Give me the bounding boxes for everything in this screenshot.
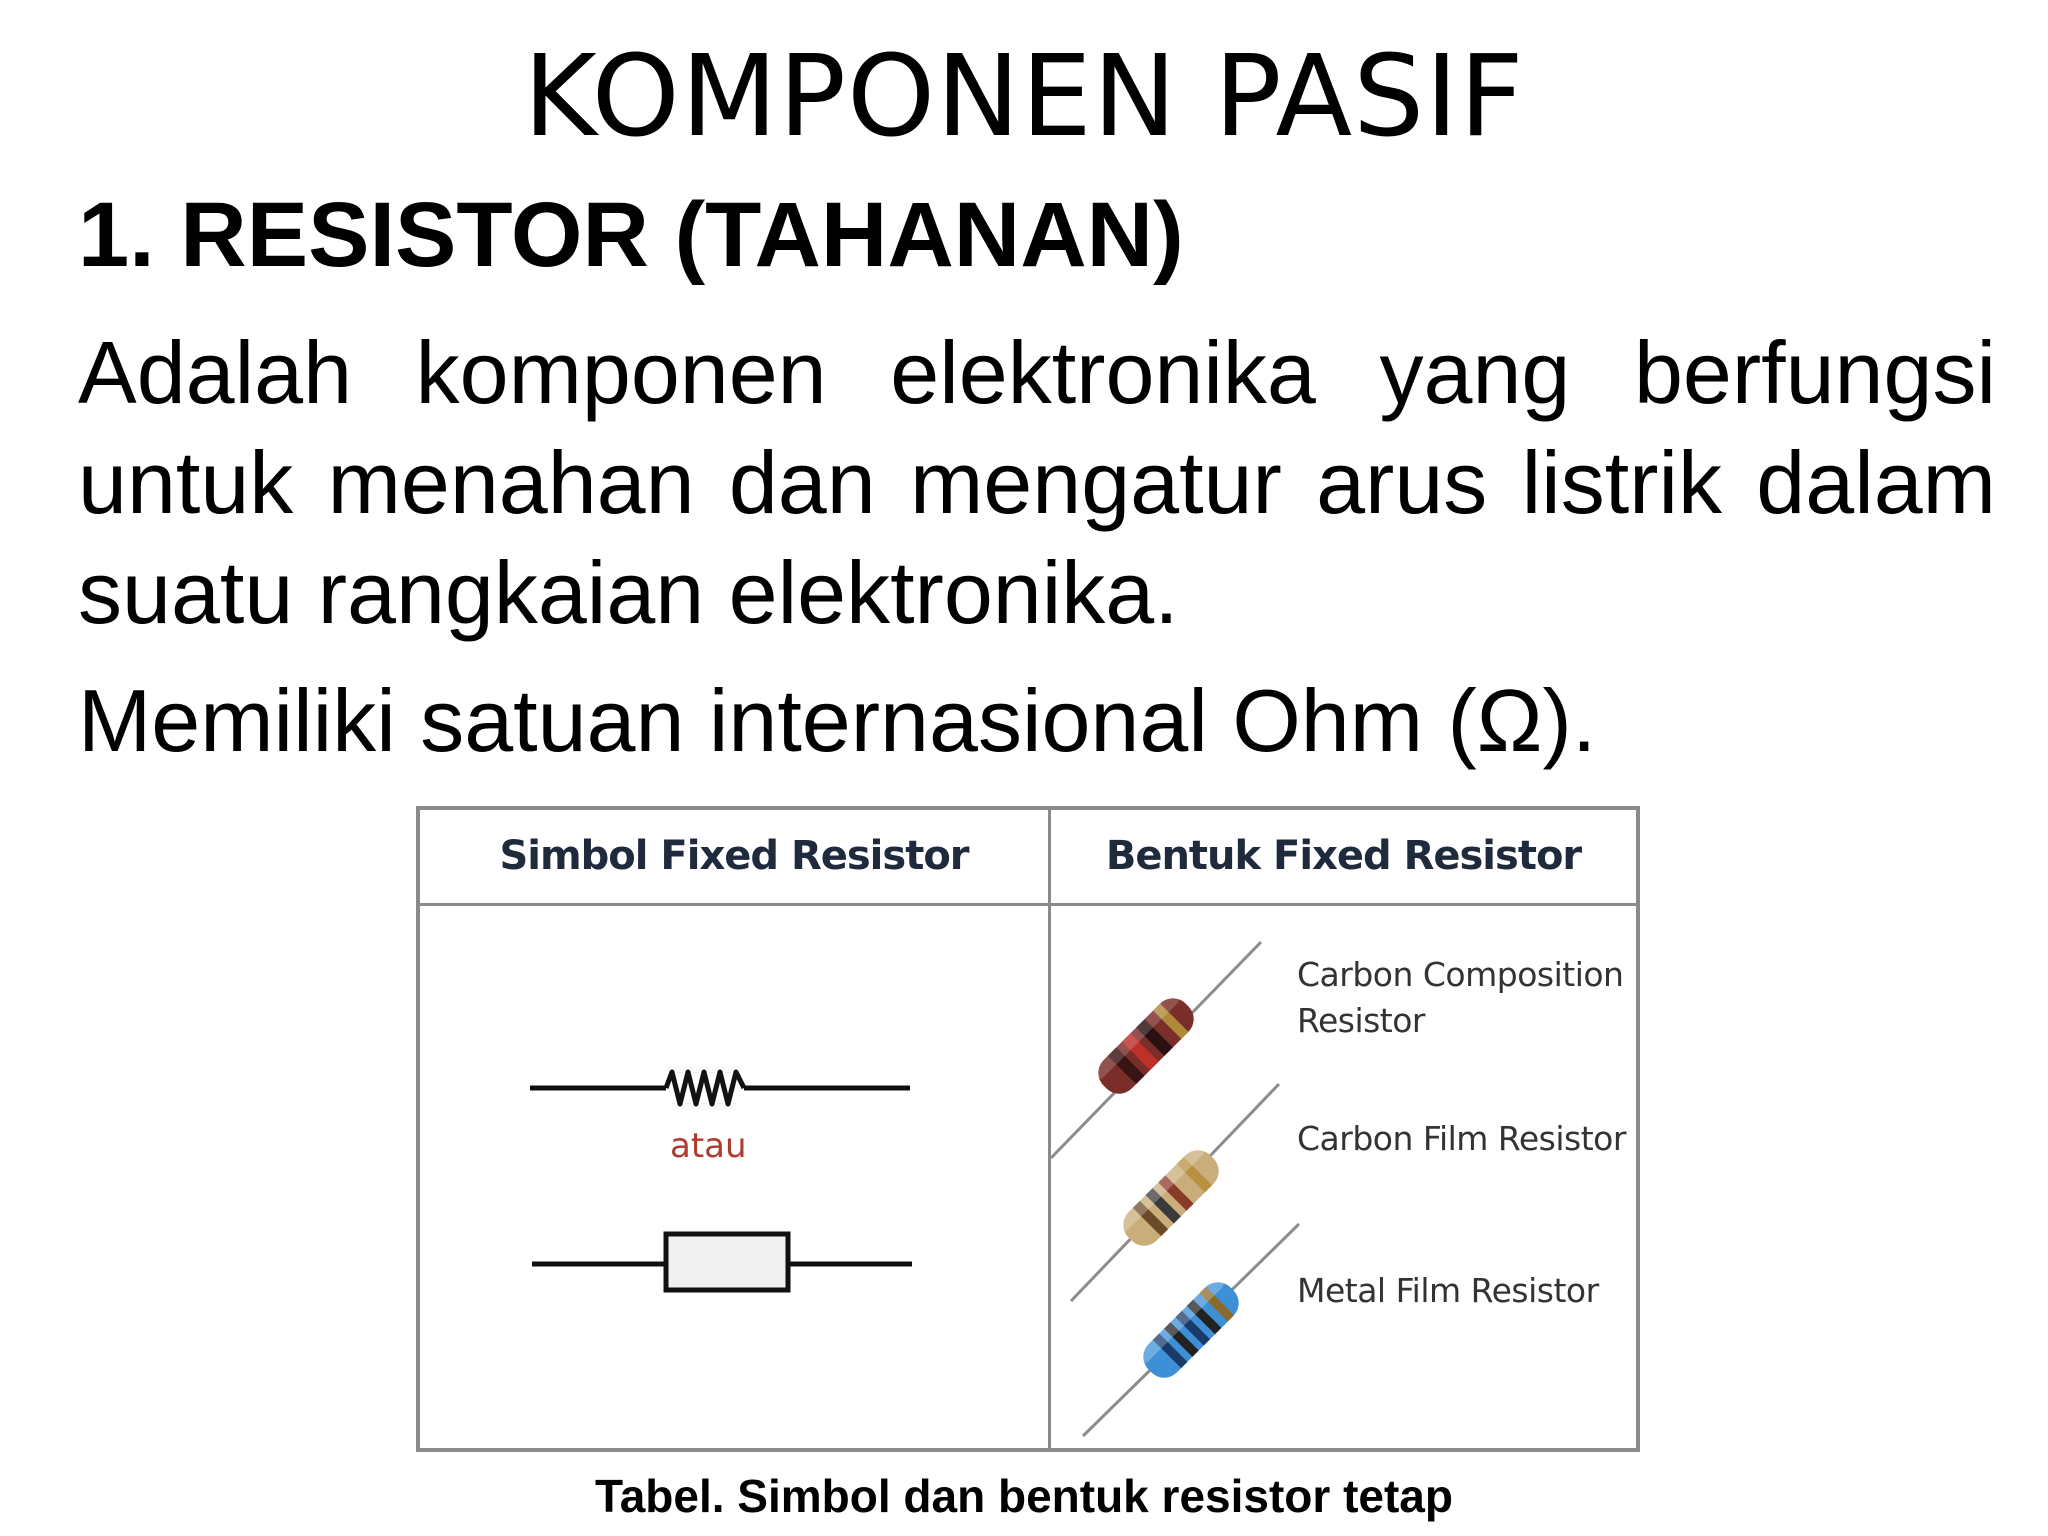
definition-paragraph: Adalah komponen elektronika yang berfungsi untuk menahan dan mengatur arus listrik dalam suatu rangkaian elektronika.: [78, 323, 1996, 642]
label-carbon-composition-line1: Carbon Composition: [1297, 955, 1624, 994]
box-resistor-symbol: [532, 1234, 912, 1290]
zigzag-resistor-symbol: [530, 1072, 910, 1104]
label-carbon-composition-line2: Resistor: [1297, 1001, 1425, 1040]
header-symbol: Simbol Fixed Resistor: [499, 833, 969, 879]
table-caption: Tabel. Simbol dan bentuk resistor tetap: [595, 1470, 1453, 1522]
resistor-table: [416, 806, 1640, 1452]
carbon-composition-resistor-image: [1051, 942, 1261, 1158]
unit-statement: Memiliki satuan internasional Ohm (Ω).: [78, 671, 1597, 770]
carbon-film-resistor-image: [1071, 1084, 1279, 1301]
header-form: Bentuk Fixed Resistor: [1105, 833, 1582, 879]
slide-title: KOMPONEN PASIF: [523, 32, 1525, 162]
label-carbon-composition: [1297, 952, 1623, 1044]
resistor-symbols: [420, 906, 1048, 1446]
atau-label: atau: [670, 1126, 747, 1166]
label-metal-film: Metal Film Resistor: [1297, 1271, 1599, 1310]
label-carbon-film: Carbon Film Resistor: [1297, 1119, 1626, 1158]
section-heading: 1. RESISTOR (TAHANAN): [78, 184, 1184, 286]
